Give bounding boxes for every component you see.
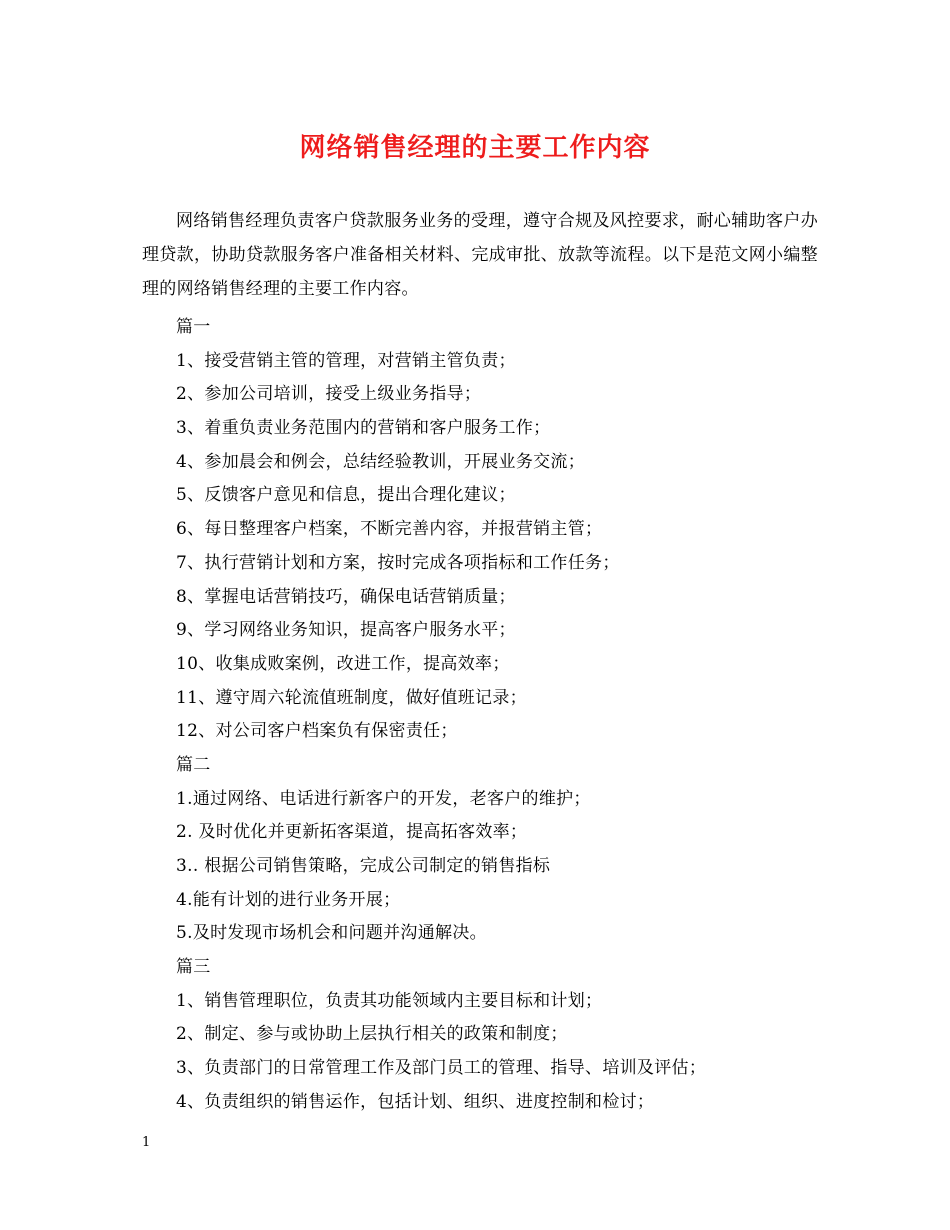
list-item: 1.通过网络、电话进行新客户的开发，老客户的维护； [176, 788, 591, 809]
list-item: 4、参加晨会和例会，总结经验教训，开展业务交流； [176, 451, 586, 472]
page-number: 1 [142, 1135, 151, 1150]
list-item: 2、制定、参与或协助上层执行相关的政策和制度； [176, 1024, 568, 1045]
list-item: 2. 及时优化并更新拓客渠道，提高拓客效率； [176, 822, 528, 843]
list-item: 3.. 根据公司销售策略，完成公司制定的销售指标 [176, 856, 551, 876]
document-title: 网络销售经理的主要工作内容 [299, 133, 651, 163]
section-heading: 篇三 [176, 957, 211, 978]
section-heading: 篇二 [176, 754, 211, 775]
list-item: 9、学习网络业务知识，提高客户服务水平； [176, 620, 516, 641]
list-item: 11、遵守周六轮流值班制度，做好值班记录； [176, 687, 527, 708]
list-item: 3、着重负责业务范围内的营销和客户服务工作； [176, 418, 551, 439]
list-item: 5、反馈客户意见和信息，提出合理化建议； [176, 485, 516, 506]
list-item: 2、参加公司培训，接受上级业务指导； [176, 384, 482, 405]
list-item: 10、收集成败案例，改进工作，提高效率； [176, 653, 510, 674]
list-item: 1、销售管理职位，负责其功能领域内主要目标和计划； [176, 990, 603, 1011]
list-item: 7、执行营销计划和方案，按时完成各项指标和工作任务； [176, 552, 620, 573]
list-item: 4.能有计划的进行业务开展； [176, 889, 401, 910]
list-item: 1、接受营销主管的管理，对营销主管负责； [176, 350, 516, 371]
list-item: 8、掌握电话营销技巧，确保电话营销质量； [176, 586, 516, 607]
list-item: 3、负责部门的日常管理工作及部门员工的管理、指导、培训及评估； [176, 1058, 707, 1079]
list-item: 12、对公司客户档案负有保密责任； [176, 721, 458, 742]
list-item: 6、每日整理客户档案，不断完善内容，并报营销主管； [176, 519, 603, 540]
list-item: 5.及时发现市场机会和问题并沟通解决。 [176, 923, 487, 944]
section-heading: 篇一 [176, 317, 211, 337]
content-list [176, 311, 836, 1120]
list-item: 4、负责组织的销售运作，包括计划、组织、进度控制和检讨； [176, 1091, 655, 1112]
intro-paragraph: 网络销售经理负责客户贷款服务业务的受理，遵守合规及风控要求，耐心辅助客户办理贷款，协助贷款服务客户准备相关材料、完成审批、放款等流程。以下是范文网小编整理的网络销售经理的主要工作内容。 [142, 211, 818, 299]
